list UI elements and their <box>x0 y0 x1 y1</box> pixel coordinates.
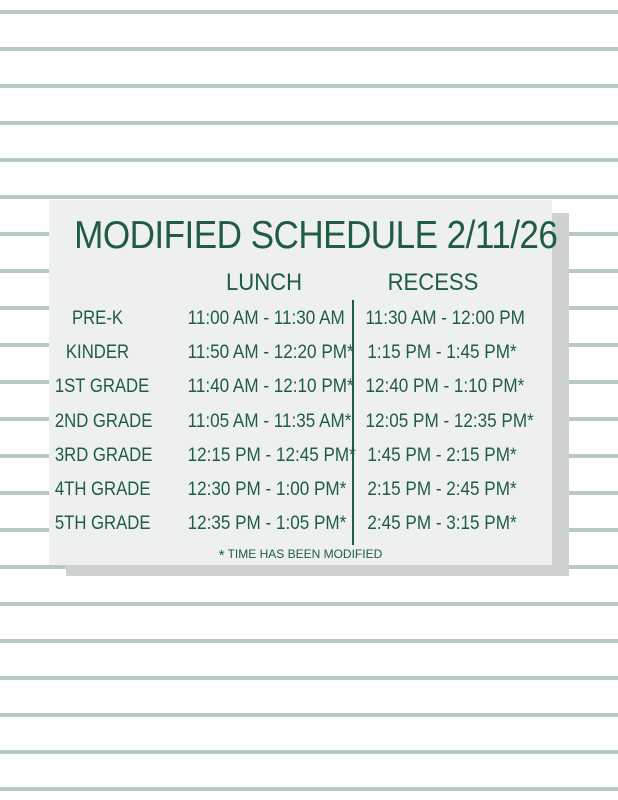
recess-time: 2:45 PM - 3:15 PM* <box>367 513 517 534</box>
grade-label: PRE-K <box>71 308 124 329</box>
recess-time: 1:45 PM - 2:15 PM* <box>367 445 517 466</box>
lunch-time: 12:15 PM - 12:45 PM* <box>187 445 356 466</box>
recess-column-header: RECESS <box>387 269 479 296</box>
lunch-time: 11:40 AM - 12:10 PM* <box>187 376 354 397</box>
lunch-time: 12:30 PM - 1:00 PM* <box>187 479 347 500</box>
grade-label: 3RD GRADE <box>54 445 153 466</box>
lunch-time: 11:50 AM - 12:20 PM* <box>187 342 354 363</box>
recess-time: 12:05 PM - 12:35 PM* <box>365 411 534 432</box>
schedule-title: MODIFIED SCHEDULE 2/11/26 <box>74 214 558 257</box>
lunch-time: 11:05 AM - 11:35 AM* <box>187 411 352 432</box>
footnote-asterisk: * <box>218 547 225 564</box>
grade-label: 5TH GRADE <box>54 513 151 534</box>
lunch-time: 11:00 AM - 11:30 AM <box>187 308 345 329</box>
lunch-column-header: LUNCH <box>225 269 303 296</box>
modified-footnote <box>49 547 552 564</box>
schedule-row <box>49 445 552 475</box>
recess-time: 12:40 PM - 1:10 PM* <box>365 376 525 397</box>
schedule-card <box>49 200 558 565</box>
schedule-row <box>49 308 552 338</box>
recess-time: 11:30 AM - 12:00 PM <box>365 308 525 329</box>
grade-label: 2ND GRADE <box>54 411 153 432</box>
lunch-time: 12:35 PM - 1:05 PM* <box>187 513 347 534</box>
grade-label: KINDER <box>65 342 130 363</box>
grade-label: 4TH GRADE <box>54 479 151 500</box>
recess-time: 1:15 PM - 1:45 PM* <box>367 342 517 363</box>
schedule-row <box>49 376 552 406</box>
schedule-row <box>49 342 552 372</box>
schedule-row <box>49 479 552 509</box>
footnote-text: TIME HAS BEEN MODIFIED <box>227 547 383 561</box>
grade-label: 1ST GRADE <box>54 376 150 397</box>
schedule-row <box>49 513 552 543</box>
schedule-row <box>49 411 552 441</box>
recess-time: 2:15 PM - 2:45 PM* <box>367 479 517 500</box>
